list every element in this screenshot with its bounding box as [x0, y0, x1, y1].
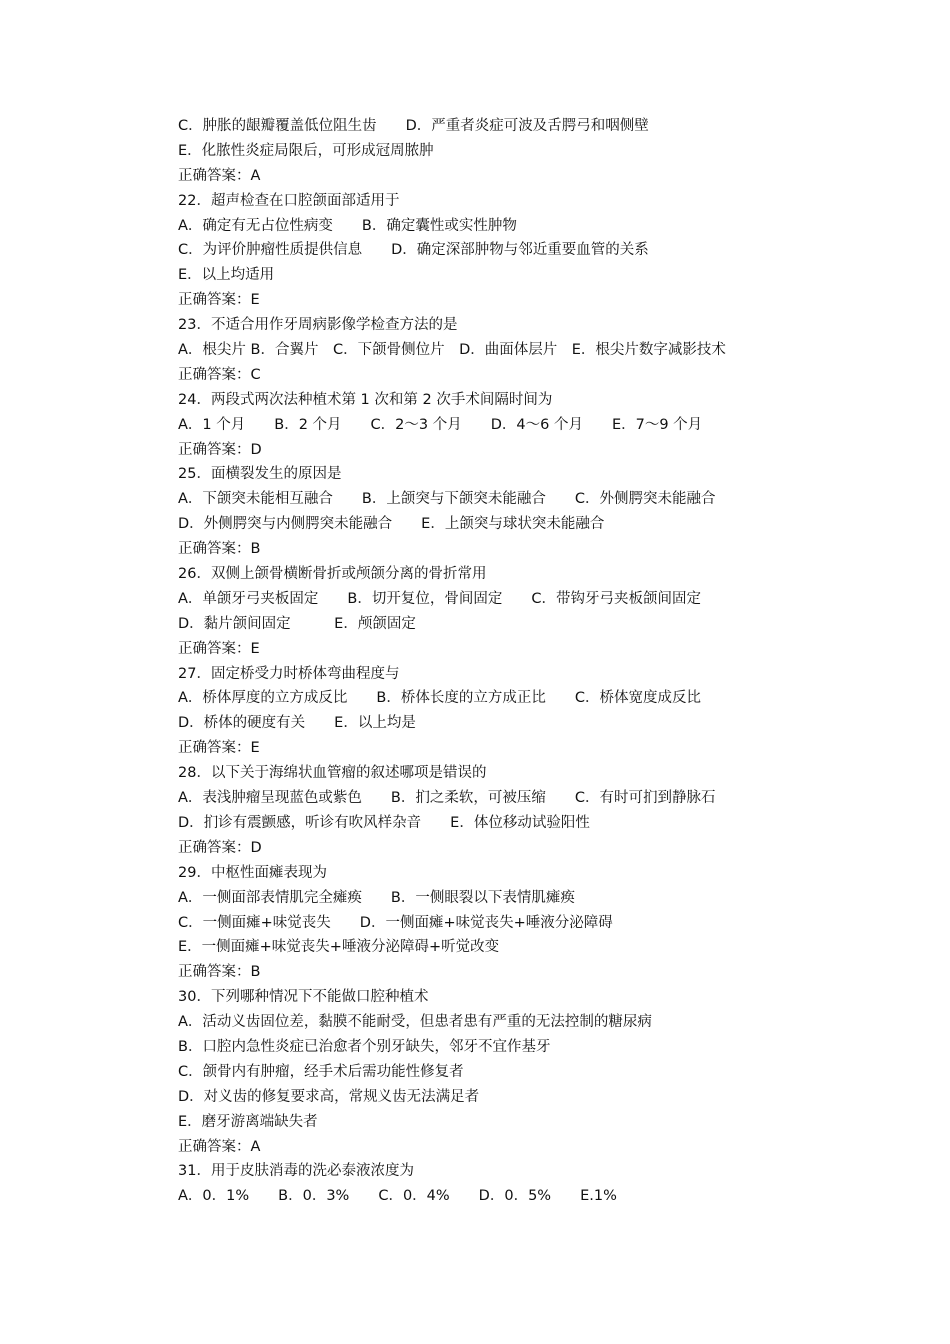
text-line: C．一侧面瘫+味觉丧失 D．一侧面瘫+味觉丧失+唾液分泌障碍	[178, 914, 613, 931]
answer-line: 正确答案：A	[178, 1138, 261, 1155]
question-23: 23．不适合用作牙周病影像学检查方法的是	[178, 317, 458, 334]
text-line: A．活动义齿固位差，黏膜不能耐受，但患者患有严重的无法控制的糖尿病	[178, 1014, 652, 1031]
document-page	[178, 114, 858, 1209]
text-line: A．下颌突未能相互融合 B．上颌突与下颌突未能融合 C．外侧腭突未能融合	[178, 491, 716, 508]
question-26: 26．双侧上颌骨横断骨折或颅颌分离的骨折常用	[178, 566, 487, 583]
text-line: A．桥体厚度的立方成反比 B．桥体长度的立方成正比 C．桥体宽度成反比	[178, 690, 701, 707]
answer-line: 正确答案：C	[178, 366, 261, 383]
answer-line: 正确答案：B	[178, 964, 261, 981]
text-line: C．颌骨内有肿瘤，经手术后需功能性修复者	[178, 1063, 464, 1080]
answer-line: 正确答案：D	[178, 839, 262, 856]
question-31: 31．用于皮肤消毒的洗必泰液浓度为	[178, 1163, 414, 1180]
text-line: E．一侧面瘫+味觉丧失+唾液分泌障碍+听觉改变	[178, 939, 500, 956]
text-line: A．1 个月 B．2 个月 C．2～3 个月 D．4～6 个月 E．7～9 个月	[178, 416, 703, 433]
question-29: 29．中枢性面瘫表现为	[178, 864, 327, 881]
question-25: 25．面横裂发生的原因是	[178, 466, 342, 483]
question-22: 22．超声检查在口腔颌面部适用于	[178, 192, 400, 209]
answer-line: 正确答案：B	[178, 541, 261, 558]
answer-line: 正确答案：D	[178, 441, 262, 458]
text-line: C．为评价肿瘤性质提供信息 D．确定深部肿物与邻近重要血管的关系	[178, 242, 649, 259]
text-line: A．单颌牙弓夹板固定 B．切开复位，骨间固定 C．带钩牙弓夹板颌间固定	[178, 590, 701, 607]
answer-line: 正确答案：E	[178, 292, 260, 309]
text-line: A．根尖片 B．合翼片 C．下颌骨侧位片 D．曲面体层片 E．根尖片数字减影技术	[178, 342, 726, 359]
text-line: A．一侧面部表情肌完全瘫痪 B．一侧眼裂以下表情肌瘫痪	[178, 889, 575, 906]
text-line: D．黏片颌间固定 E．颅颌固定	[178, 615, 416, 632]
text-line: B．口腔内急性炎症已治愈者个别牙缺失，邻牙不宜作基牙	[178, 1038, 551, 1055]
question-30: 30．下列哪种情况下不能做口腔种植术	[178, 989, 429, 1006]
text-line: E．以上均适用	[178, 267, 275, 284]
answer-line: 正确答案：E	[178, 640, 260, 657]
answer-line: 正确答案：A	[178, 167, 261, 184]
text-line: D．对义齿的修复要求高，常规义齿无法满足者	[178, 1088, 480, 1105]
question-28: 28．以下关于海绵状血管瘤的叙述哪项是错误的	[178, 765, 487, 782]
text-line: A．确定有无占位性病变 B．确定囊性或实性肿物	[178, 217, 517, 234]
text-line: A．0．1% B．0．3% C．0．4% D．0．5% E.1%	[178, 1188, 617, 1205]
text-line: E．磨牙游离端缺失者	[178, 1113, 318, 1130]
question-24: 24．两段式两次法种植术第 1 次和第 2 次手术间隔时间为	[178, 391, 553, 408]
answer-line: 正确答案：E	[178, 740, 260, 757]
text-line: D．扪诊有震颤感，听诊有吹风样杂音 E．体位移动试验阳性	[178, 814, 590, 831]
text-line: A．表浅肿瘤呈现蓝色或紫色 B．扪之柔软，可被压缩 C．有时可扪到静脉石	[178, 790, 716, 807]
text-line: D．外侧腭突与内侧腭突未能融合 E．上颌突与球状突未能融合	[178, 516, 605, 533]
text-line: D．桥体的硬度有关 E．以上均是	[178, 715, 416, 732]
text-line: C．肿胀的龈瓣覆盖低位阻生齿 D．严重者炎症可波及舌腭弓和咽侧壁	[178, 118, 649, 134]
question-27: 27．固定桥受力时桥体弯曲程度与	[178, 665, 400, 682]
text-line: E．化脓性炎症局限后，可形成冠周脓肿	[178, 142, 434, 159]
